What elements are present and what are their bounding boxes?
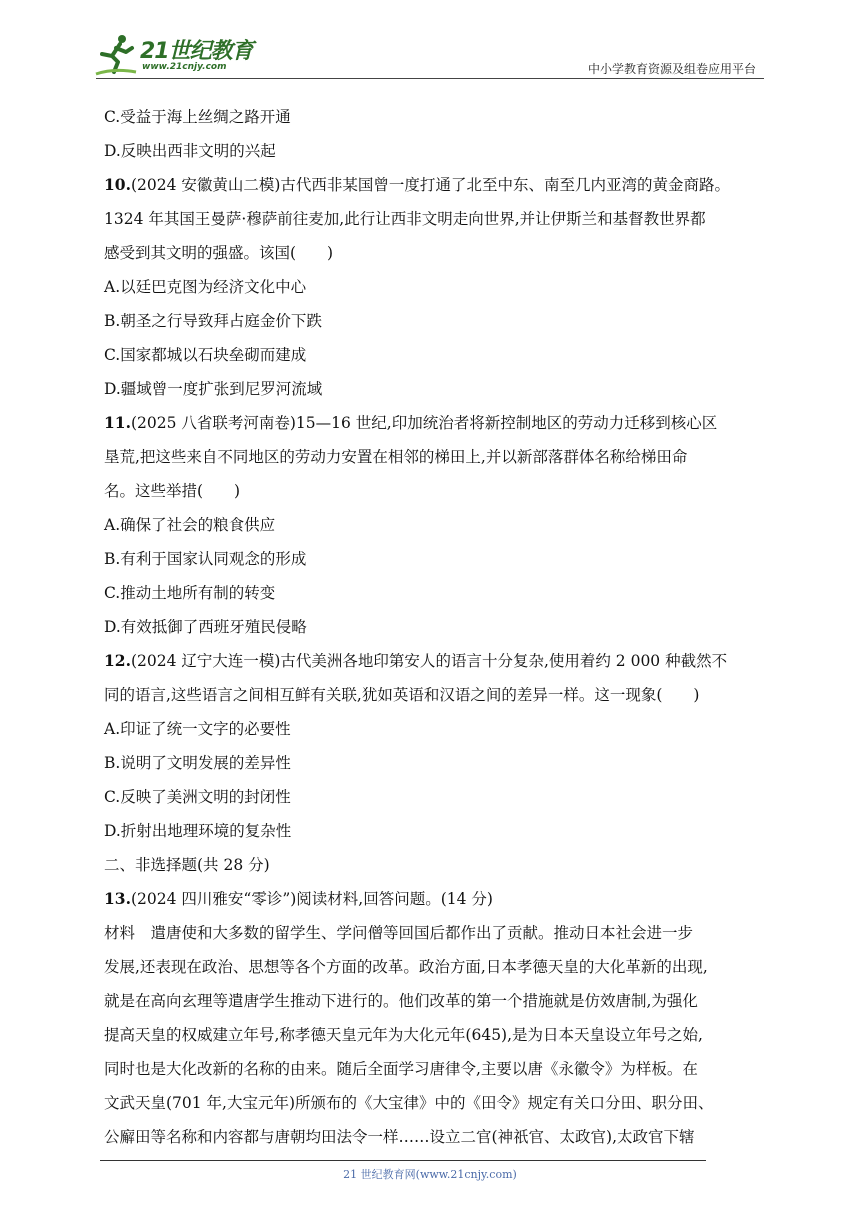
question-number: 12.: [104, 651, 131, 670]
line-text: 同时也是大化改新的名称的由来。随后全面学习唐律令,主要以唐《永徽令》为样板。在: [104, 1060, 698, 1078]
text-line: [104, 576, 766, 610]
text-line: [104, 848, 766, 882]
line-text: C.国家都城以石块垒砌而建成: [104, 346, 307, 364]
line-text: 发展,还表现在政治、思想等各个方面的改革。政治方面,日本孝德天皇的大化革新的出现,: [104, 958, 708, 976]
line-text: 文武天皇(701 年,大宝元年)所颁布的《大宝律》中的《田令》规定有关口分田、职分田、: [104, 1094, 714, 1112]
line-text: D.疆域曾一度扩张到尼罗河流域: [104, 380, 323, 398]
line-text: 1324 年其国王曼萨·穆萨前往麦加,此行让西非文明走向世界,并让伊斯兰和基督教世界都: [104, 210, 706, 228]
text-line: [104, 100, 766, 134]
header-divider: [96, 78, 764, 79]
line-text: 感受到其文明的强盛。该国( ): [104, 244, 334, 262]
site-slogan: 中小学教育资源及组卷应用平台: [587, 62, 756, 76]
line-text: (2024 辽宁大连一模)古代美洲各地印第安人的语言十分复杂,使用着约 2 000 种截然不: [130, 652, 728, 670]
line-text: B.有利于国家认同观念的形成: [104, 550, 307, 568]
line-text: C.推动土地所有制的转变: [104, 584, 276, 602]
text-line: [104, 474, 766, 508]
text-line: [104, 1120, 766, 1154]
line-text: D.有效抵御了西班牙殖民侵略: [104, 618, 307, 636]
text-line: [104, 508, 766, 542]
line-text: 同的语言,这些语言之间相互鲜有关联,犹如英语和汉语之间的差异一样。这一现象( ): [104, 686, 700, 704]
footer-source[interactable]: 21 世纪教育网(www.21cnjy.com): [343, 1168, 517, 1181]
question-number: 13.: [104, 889, 131, 908]
page-header: [0, 0, 860, 80]
question-number: 10.: [104, 175, 131, 194]
text-line: [104, 1052, 766, 1086]
text-line: [104, 916, 766, 950]
line-text: D.反映出西非文明的兴起: [104, 142, 276, 160]
document-body: [104, 100, 766, 1154]
text-line: [104, 134, 766, 168]
line-text: 提高天皇的权威建立年号,称孝德天皇元年为大化元年(645),是为日本天皇设立年号之始,: [104, 1026, 703, 1044]
line-text: (2025 八省联考河南卷)15—16 世纪,印加统治者将新控制地区的劳动力迁移到核心区: [130, 414, 718, 432]
logo-url: www.21cnjy.com: [142, 62, 227, 72]
text-line: [104, 882, 766, 916]
text-line: [104, 236, 766, 270]
line-text: A.以廷巴克图为经济文化中心: [104, 278, 307, 296]
text-line: [104, 440, 766, 474]
text-line: [104, 168, 766, 202]
text-line: [104, 780, 766, 814]
text-line: [104, 950, 766, 984]
line-text: D.折射出地理环境的复杂性: [104, 822, 292, 840]
logo-text: 21世纪教育: [140, 39, 253, 64]
line-text: B.朝圣之行导致拜占庭金价下跌: [104, 312, 322, 330]
text-line: [104, 644, 766, 678]
site-logo[interactable]: [94, 30, 264, 80]
runner-logo-icon: [94, 32, 138, 76]
line-text: (2024 四川雅安“零诊”)阅读材料,回答问题。(14 分): [130, 890, 493, 908]
text-line: [104, 270, 766, 304]
text-line: [104, 712, 766, 746]
text-line: [104, 202, 766, 236]
text-line: [104, 372, 766, 406]
text-line: [104, 338, 766, 372]
line-text: 名。这些举措( ): [104, 482, 241, 500]
text-line: [104, 678, 766, 712]
text-line: [104, 304, 766, 338]
line-text: 就是在高向玄理等遣唐学生推动下进行的。他们改革的第一个措施就是仿效唐制,为强化: [104, 992, 698, 1010]
line-text: 材料 遣唐使和大多数的留学生、学问僧等回国后都作出了贡献。推动日本社会进一步: [104, 924, 694, 942]
line-text: C.受益于海上丝绸之路开通: [104, 108, 291, 126]
text-line: [104, 1018, 766, 1052]
text-line: [104, 406, 766, 440]
line-text: 公廨田等名称和内容都与唐朝均田法令一样……设立二官(神祇官、太政官),太政官下辖: [104, 1128, 695, 1146]
line-text: (2024 安徽黄山二模)古代西非某国曾一度打通了北至中东、南至几内亚湾的黄金商路。: [130, 176, 730, 194]
line-text: C.反映了美洲文明的封闭性: [104, 788, 291, 806]
question-number: 11.: [104, 413, 131, 432]
text-line: [104, 814, 766, 848]
footer-divider: [100, 1160, 706, 1161]
text-line: [104, 984, 766, 1018]
line-text: A.确保了社会的粮食供应: [104, 516, 276, 534]
line-text: B.说明了文明发展的差异性: [104, 754, 291, 772]
text-line: [104, 610, 766, 644]
text-line: [104, 1086, 766, 1120]
line-text: 垦荒,把这些来自不同地区的劳动力安置在相邻的梯田上,并以新部落群体名称给梯田命: [104, 448, 688, 466]
text-line: [104, 542, 766, 576]
line-text: A.印证了统一文字的必要性: [104, 720, 291, 738]
text-line: [104, 746, 766, 780]
line-text: 二、非选择题(共 28 分): [104, 856, 270, 874]
